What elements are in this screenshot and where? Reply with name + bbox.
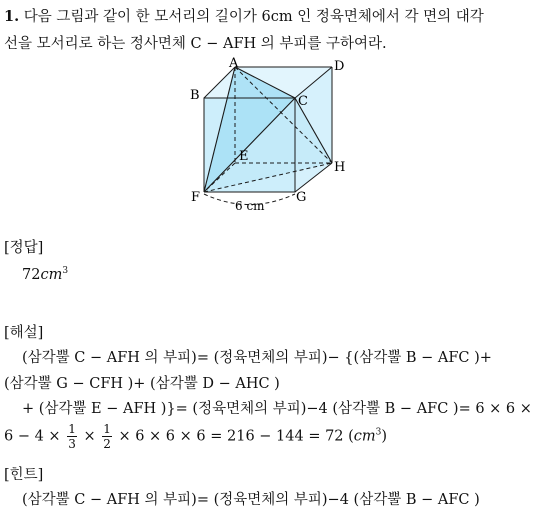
explanation-line-4: [4, 423, 387, 450]
explanation-line-1: (삼각뿔 C − AFH 의 부피)= (정육면체의 부피)− {(삼각뿔 B − AFC )+: [22, 350, 492, 366]
answer-exponent: 3: [62, 266, 69, 276]
answer-heading: [정답]: [4, 240, 44, 256]
problem-text-2: 선을 모서리로 하는 정사면체 C − AFH 의 부피를 구하여라.: [4, 36, 387, 52]
explanation-line-4b: ×: [83, 428, 96, 445]
label-A: A: [229, 56, 239, 71]
label-D: D: [334, 59, 345, 74]
frac2-numerator: 1: [103, 422, 111, 436]
answer-number: 72: [22, 266, 41, 283]
answer-unit: cm: [40, 266, 63, 283]
frac2-denominator: 2: [103, 437, 111, 451]
explanation-heading: [해설]: [4, 325, 44, 341]
edge-length-label: 6 cm: [235, 199, 265, 213]
hint-heading: [힌트]: [4, 467, 44, 483]
frac1-denominator: 3: [68, 437, 76, 451]
answer-value: [22, 267, 68, 282]
label-G: G: [296, 190, 307, 205]
label-E: E: [239, 149, 249, 164]
frac1-numerator: 1: [68, 422, 76, 436]
cube-figure: [185, 55, 355, 215]
label-F: F: [191, 190, 201, 205]
fraction-one-half: [102, 423, 112, 450]
explanation-line-2: (삼각뿔 G − CFH )+ (삼각뿔 D − AHC ): [4, 376, 280, 392]
explanation-line-4c: × 6 × 6 × 6 = 216 − 144 = 72 (: [118, 428, 354, 445]
explanation-close-paren: ): [381, 428, 388, 445]
problem-number: 1.: [4, 8, 20, 25]
problem-text-1: 다음 그림과 같이 한 모서리의 길이가 6cm 인 정육면체에서 각 면의 대각: [23, 9, 484, 25]
label-C: C: [298, 94, 308, 109]
hint-line-1: (삼각뿔 C − AFH 의 부피)= (정육면체의 부피)−4 (삼각뿔 B − AFC ): [22, 492, 480, 508]
label-H: H: [334, 160, 346, 175]
explanation-line-4a: 6 − 4 ×: [4, 428, 61, 445]
problem-line-1: [4, 10, 484, 25]
fraction-one-third: [67, 423, 77, 450]
explanation-exponent: 3: [375, 427, 382, 438]
explanation-line-3: + (삼각뿔 E − AFH )}= (정육면체의 부피)−4 (삼각뿔 B − AFC )= 6 × 6 ×: [22, 401, 532, 417]
label-B: B: [190, 88, 200, 103]
explanation-unit: cm: [353, 428, 376, 445]
